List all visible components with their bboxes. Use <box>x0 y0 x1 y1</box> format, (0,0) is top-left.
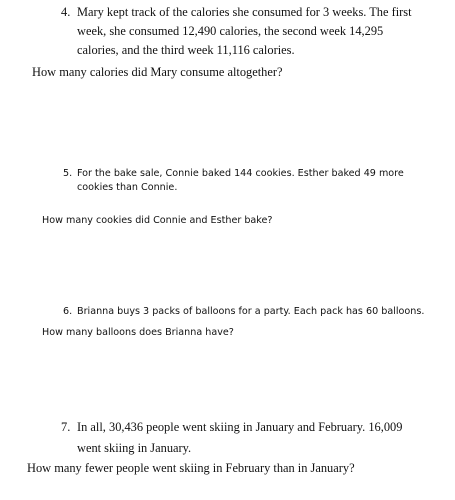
problem-text-line: In all, 30,436 people went skiing in January and February. 16,009 <box>77 420 403 434</box>
problem-text-line: Brianna buys 3 packs of balloons for a party. Each pack has 60 balloons. <box>77 306 425 317</box>
problem-text-line: For the bake sale, Connie baked 144 cookies. Esther baked 49 more <box>77 168 404 179</box>
problem-text-line: calories, and the third week 11,116 calories. <box>77 43 295 57</box>
problem-question: How many balloons does Brianna have? <box>42 327 234 338</box>
problem-number: 7. <box>61 420 71 434</box>
problem-text-line: week, she consumed 12,490 calories, the second week 14,295 <box>77 24 384 38</box>
problem-question: How many cookies did Connie and Esther bake? <box>42 215 273 226</box>
problem-text-line: went skiing in January. <box>77 441 192 455</box>
problem-question: How many calories did Mary consume altogether? <box>32 65 283 79</box>
problem-number: 4. <box>61 5 71 19</box>
problem-question: How many fewer people went skiing in February than in January? <box>27 461 355 475</box>
problem-number: 6. <box>63 306 73 317</box>
problem-number: 5. <box>63 168 73 179</box>
problem-text-line: Mary kept track of the calories she consumed for 3 weeks. The first <box>77 5 412 19</box>
problem-text-line: cookies than Connie. <box>77 182 178 193</box>
